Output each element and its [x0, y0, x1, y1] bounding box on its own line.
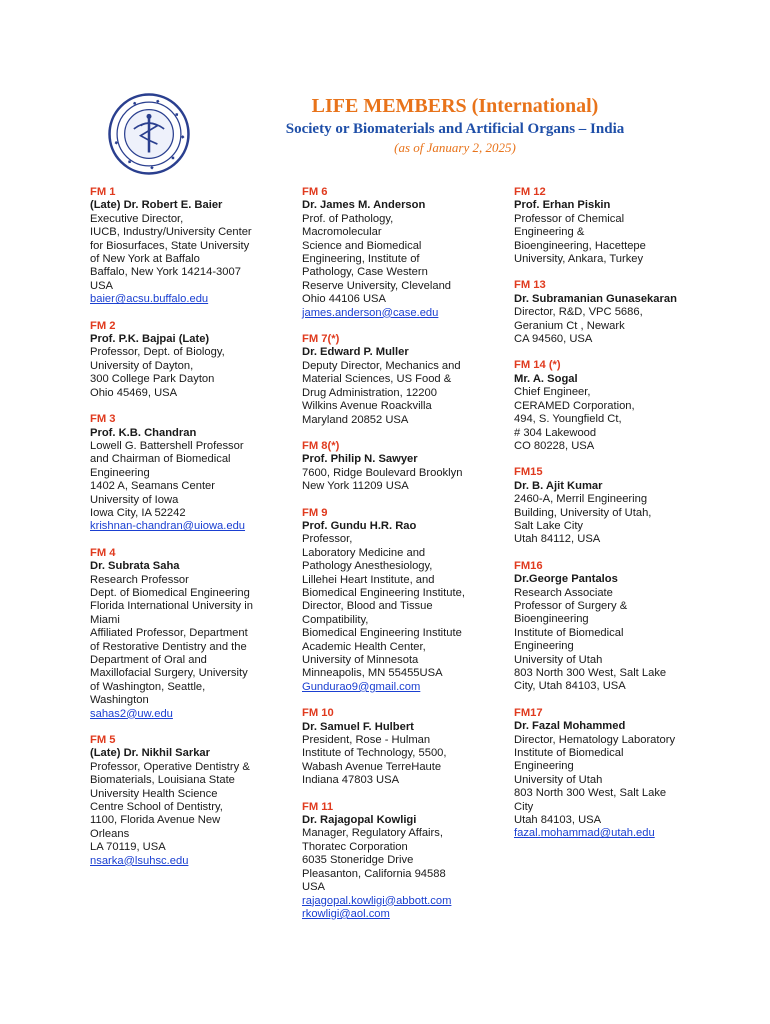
member-entry: [302, 333, 474, 427]
email-link[interactable]: rkowligi@aol.com: [302, 907, 390, 920]
member-id: FM17: [514, 706, 543, 719]
address-line: Washington: [90, 694, 149, 707]
page-subtitle: Society or Biomaterials and Artificial Organs – India: [285, 121, 625, 137]
address-line: 1402 A, Seamans Center: [90, 480, 216, 493]
member-id: FM 12: [514, 186, 546, 198]
address-line: Bioengineering: [514, 613, 589, 626]
address-line: Indiana 47803 USA: [302, 774, 400, 787]
address-line: CO 80228, USA: [514, 439, 595, 452]
address-line: Professor,: [302, 533, 353, 546]
society-logo: [107, 92, 191, 176]
address-line: Department of Oral and: [90, 654, 207, 666]
email-link[interactable]: rajagopal.kowligi@abbott.com: [302, 894, 452, 907]
member-name: Dr.George Pantalos: [514, 573, 618, 586]
address-line: Chief Engineer,: [514, 386, 591, 399]
member-id: FM 14 (*): [514, 359, 561, 372]
member-entry: [514, 279, 689, 346]
address-line: Building, University of Utah,: [514, 506, 652, 519]
address-line: Laboratory Medicine and: [302, 546, 426, 559]
address-line: Maryland 20852 USA: [302, 413, 409, 426]
address-line: Research Associate: [514, 586, 613, 599]
member-column-2: [302, 186, 474, 934]
member-name: (Late) Dr. Nikhil Sarkar: [90, 747, 210, 760]
address-line: Reserve University, Cleveland: [302, 279, 452, 292]
member-id: FM 10: [302, 707, 334, 720]
address-line: Dept. of Biomedical Engineering: [90, 586, 250, 599]
address-line: 494, S. Youngfield Ct,: [514, 413, 622, 426]
member-name: Dr. Fazal Mohammed: [514, 720, 626, 733]
address-line: 1100, Florida Avenue New: [90, 814, 221, 827]
member-entry: [90, 186, 260, 307]
address-line: of Washington, Seattle,: [90, 680, 206, 693]
member-entry: [514, 707, 689, 841]
member-id: FM 7(*): [302, 333, 340, 346]
address-line: New York 11209 USA: [302, 480, 409, 493]
address-line: Salt Lake City: [514, 519, 584, 532]
address-line: Professor, Dept. of Biology,: [90, 346, 225, 359]
address-line: Ohio 45469, USA: [90, 386, 178, 399]
member-name: Dr. Subrata Saha: [90, 560, 180, 573]
member-name: Dr. Rajagopal Kowligi: [302, 814, 417, 827]
address-line: City: [514, 800, 534, 813]
member-id: FM 11: [302, 800, 334, 813]
address-line: Utah 84103, USA: [514, 814, 602, 827]
address-line: of Restorative Dentistry and the: [90, 640, 247, 653]
address-line: Minneapolis, MN 55455USA: [302, 667, 443, 680]
email-link[interactable]: sahas2@uw.edu: [90, 707, 173, 720]
email-link[interactable]: krishnan-chandran@uiowa.edu: [90, 520, 246, 533]
member-entry: [90, 413, 260, 534]
member-entry: [302, 186, 474, 320]
email-link[interactable]: fazal.mohammad@utah.edu: [514, 827, 655, 840]
address-line: Institute of Biomedical: [514, 747, 624, 760]
member-name: Dr. Samuel F. Hulbert: [302, 720, 414, 733]
member-id: FM16: [514, 559, 543, 572]
address-line: Engineering: [514, 640, 574, 653]
member-entry: [302, 801, 474, 922]
address-line: Biomedical Engineering Institute,: [302, 586, 465, 599]
address-line: IUCB, Industry/University Center: [90, 226, 252, 239]
address-line: Geranium Ct , Newark: [514, 319, 625, 332]
member-column-1: [90, 186, 260, 881]
address-line: University of Utah: [514, 653, 603, 666]
address-line: University of Minnesota: [302, 654, 419, 666]
address-line: Engineering, Institute of: [302, 253, 420, 266]
address-line: Baffalo, New York 14214-3007: [90, 266, 241, 279]
address-line: # 304 Lakewood: [514, 426, 597, 439]
address-line: Wabash Avenue TerreHaute: [302, 760, 442, 773]
address-line: Prof. of Pathology,: [302, 212, 394, 225]
address-line: Research Professor: [90, 573, 189, 586]
address-line: Professor, Operative Dentistry &: [90, 760, 250, 773]
address-line: for Biosurfaces, State University: [90, 239, 250, 252]
address-line: USA: [302, 881, 326, 894]
address-line: President, Rose - Hulman: [302, 734, 431, 747]
address-line: Manager, Regulatory Affairs,: [302, 827, 443, 840]
address-line: Centre School of Dentistry,: [90, 801, 223, 814]
member-name: Dr. B. Ajit Kumar: [514, 479, 603, 492]
address-line: Thoratec Corporation: [302, 840, 408, 853]
address-line: LA 70119, USA: [90, 841, 166, 854]
address-line: Lillehei Heart Institute, and: [302, 573, 435, 586]
email-link[interactable]: nsarka@lsuhsc.edu: [90, 854, 189, 867]
address-line: Professor of Surgery &: [514, 599, 628, 612]
address-line: CERAMED Corporation,: [514, 399, 635, 412]
member-name: Dr. Subramanian Gunasekaran: [514, 292, 677, 305]
member-entry: [302, 507, 474, 695]
address-line: City, Utah 84103, USA: [514, 680, 626, 693]
address-line: 2460-A, Merril Engineering: [514, 493, 648, 506]
member-name: Mr. A. Sogal: [514, 372, 578, 385]
member-entry: [90, 320, 260, 400]
address-line: Bioengineering, Hacettepe: [514, 239, 646, 252]
address-line: Institute of Biomedical: [514, 626, 624, 639]
address-line: University Health Science: [90, 787, 218, 800]
address-line: Iowa City, IA 52242: [90, 506, 186, 519]
address-line: Pathology, Case Western: [302, 266, 428, 279]
address-line: Affiliated Professor, Department: [90, 627, 248, 640]
email-link[interactable]: james.anderson@case.edu: [302, 306, 439, 319]
address-line: Florida International University in: [90, 600, 253, 613]
address-line: University, Ankara, Turkey: [514, 253, 644, 266]
address-line: Ohio 44106 USA: [302, 293, 386, 306]
address-line: 6035 Stoneridge Drive: [302, 854, 414, 867]
member-entry: [302, 707, 474, 787]
member-entry: [514, 560, 689, 694]
address-line: Director, Hematology Laboratory: [514, 733, 676, 746]
address-line: Science and Biomedical: [302, 239, 422, 252]
address-line: Deputy Director, Mechanics and: [302, 359, 461, 372]
address-line: University of Utah: [514, 773, 603, 786]
address-line: Pleasanton, California 94588: [302, 867, 446, 880]
address-line: and Chairman of Biomedical: [90, 453, 231, 466]
page-title: LIFE MEMBERS (International): [311, 95, 599, 117]
member-id: FM 4: [90, 546, 116, 559]
address-line: Engineering &: [514, 226, 585, 239]
member-name: Prof. Gundu H.R. Rao: [302, 519, 417, 532]
address-line: Maxillofacial Surgery, University: [90, 667, 248, 680]
member-column-3: [514, 186, 689, 854]
address-line: 300 College Park Dayton: [90, 373, 215, 386]
address-line: Lowell G. Battershell Professor: [90, 439, 244, 452]
member-entry: [302, 440, 474, 494]
address-line: Miami: [90, 613, 120, 626]
member-entry: [514, 186, 689, 266]
member-name: Dr. James M. Anderson: [302, 199, 426, 212]
address-line: of New York at Baffalo: [90, 253, 200, 266]
member-name: Prof. P.K. Bajpai (Late): [90, 333, 210, 346]
member-entry: [90, 734, 260, 868]
member-name: Prof. Philip N. Sawyer: [302, 453, 418, 466]
address-line: Academic Health Center,: [302, 640, 426, 653]
member-id: FM 3: [90, 413, 116, 426]
member-entry: [90, 547, 260, 721]
address-line: Orleans: [90, 827, 130, 840]
address-line: University of Dayton,: [90, 359, 194, 372]
address-line: Utah 84112, USA: [514, 533, 601, 546]
member-id: FM 1: [90, 186, 116, 198]
address-line: Engineering: [90, 466, 150, 479]
member-entry: [514, 466, 689, 546]
address-line: Macromolecular: [302, 226, 382, 239]
member-name: Prof. Erhan Piskin: [514, 199, 611, 212]
member-entry: [514, 359, 689, 453]
address-line: USA: [90, 279, 114, 292]
member-id: FM 5: [90, 734, 116, 747]
address-line: CA 94560, USA: [514, 333, 593, 346]
address-line: Executive Director,: [90, 212, 184, 225]
page-header: [215, 94, 695, 156]
member-name: Dr. Edward P. Muller: [302, 346, 409, 359]
address-line: Institute of Technology, 5500,: [302, 747, 447, 760]
address-line: 803 North 300 West, Salt Lake: [514, 667, 667, 679]
address-line: Biomaterials, Louisiana State: [90, 774, 235, 787]
as-of-date: (as of January 2, 2025): [394, 140, 516, 155]
address-line: Director, Blood and Tissue: [302, 600, 433, 613]
member-id: FM 13: [514, 279, 546, 292]
address-line: 803 North 300 West, Salt Lake: [514, 787, 667, 800]
address-line: Pathology Anesthesiology,: [302, 560, 433, 573]
address-line: Biomedical Engineering Institute: [302, 627, 462, 640]
address-line: Material Sciences, US Food &: [302, 373, 452, 386]
address-line: University of Iowa: [90, 493, 179, 506]
member-name: (Late) Dr. Robert E. Baier: [90, 199, 223, 212]
member-id: FM 6: [302, 186, 328, 198]
member-id: FM 2: [90, 319, 116, 332]
email-link[interactable]: Gundurao9@gmail.com: [302, 680, 421, 693]
address-line: Compatibility,: [302, 613, 369, 626]
member-id: FM15: [514, 466, 543, 479]
address-line: Engineering: [514, 760, 574, 773]
address-line: Director, R&D, VPC 5686,: [514, 306, 643, 319]
member-id: FM 8(*): [302, 439, 340, 452]
address-line: 7600, Ridge Boulevard Brooklyn: [302, 466, 463, 479]
address-line: Drug Administration, 12200: [302, 386, 437, 399]
member-id: FM 9: [302, 506, 328, 519]
address-line: Professor of Chemical: [514, 212, 625, 225]
address-line: Wilkins Avenue Roackvilla: [302, 400, 432, 413]
member-name: Prof. K.B. Chandran: [90, 426, 197, 439]
email-link[interactable]: baier@acsu.buffalo.edu: [90, 293, 209, 306]
